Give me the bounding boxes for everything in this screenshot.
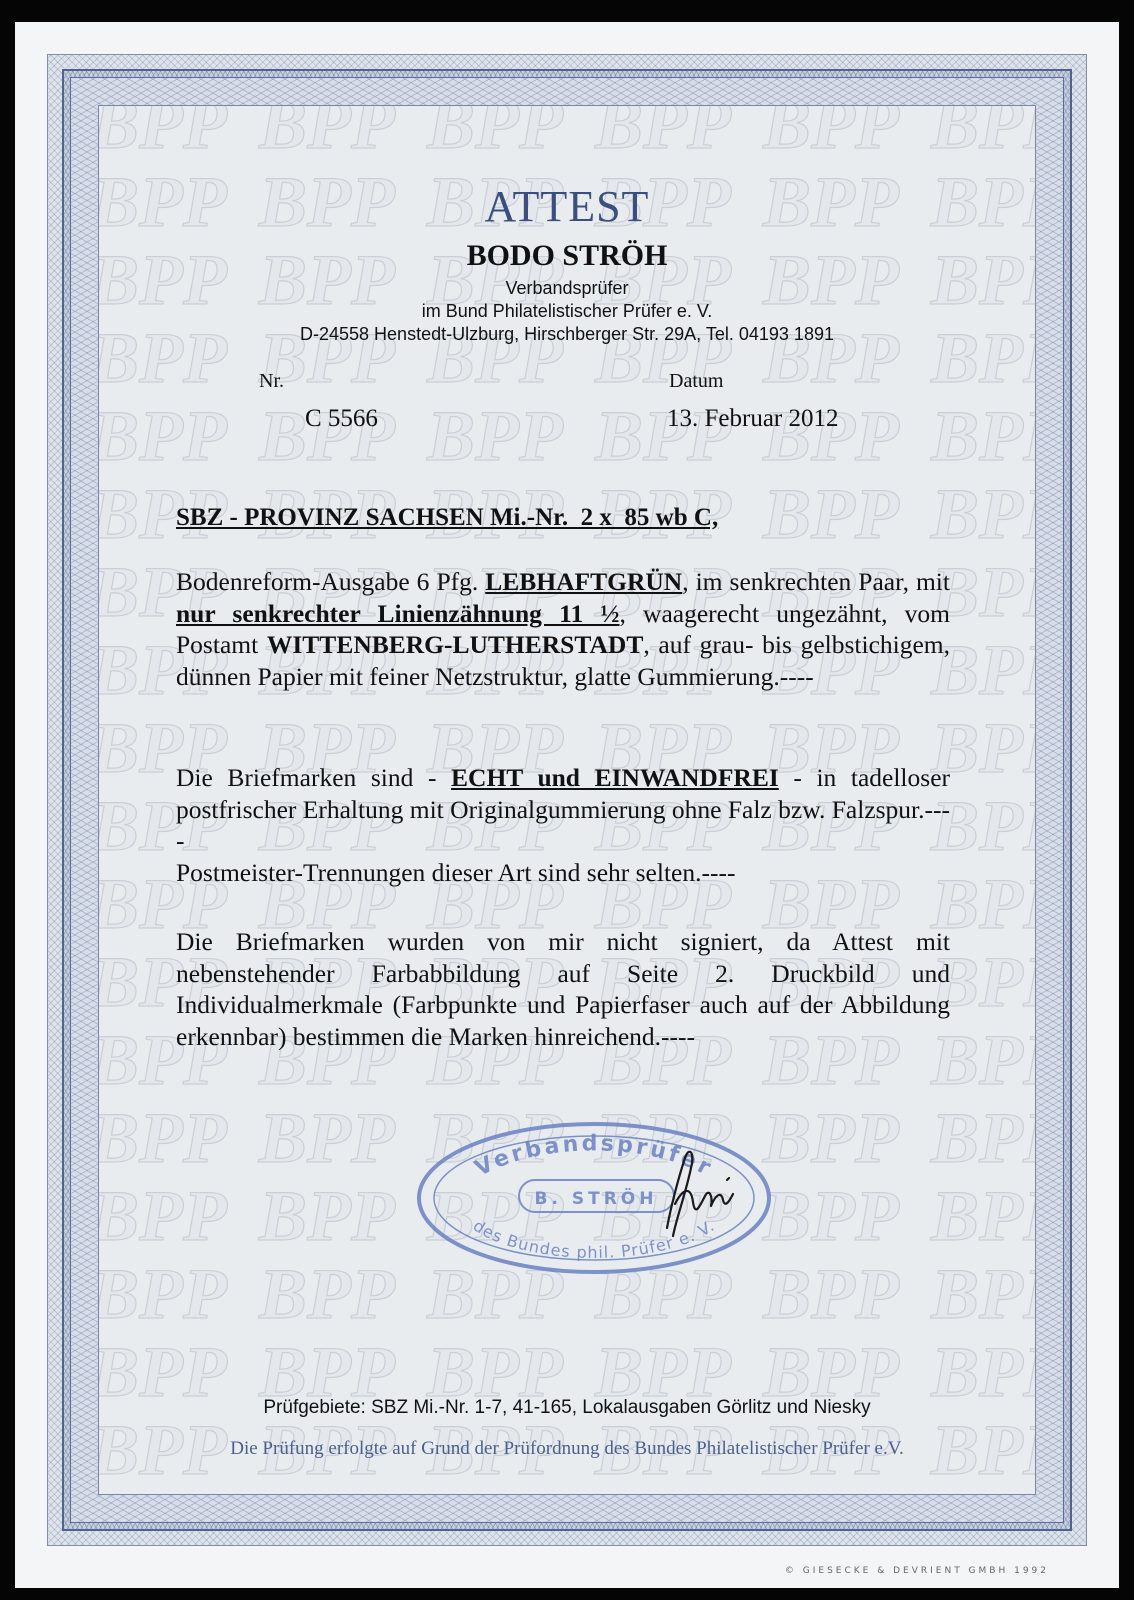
examiner-stamp-and-signature bbox=[409, 1116, 779, 1276]
authenticity-paragraph bbox=[176, 762, 950, 888]
number-label: Nr. bbox=[259, 370, 284, 392]
description-text-3: , waagerecht ungezähnt, vom Postamt bbox=[176, 598, 950, 659]
examiner-address: D-24558 Henstedt-Ulzburg, Hirschberger Str. 29A, Tel. 04193 1891 bbox=[300, 324, 834, 344]
signature-note-paragraph bbox=[176, 926, 950, 1052]
guilloche-frame bbox=[47, 54, 1087, 1546]
examiner-name: BODO STRÖH bbox=[466, 239, 668, 272]
certificate-content bbox=[99, 106, 1035, 1494]
post-office-name: WITTENBERG-LUTHERSTADT bbox=[266, 630, 644, 659]
examination-areas: Prüfgebiete: SBZ Mi.-Nr. 1-7, 41-165, Lokalausgaben Görlitz und Niesky bbox=[263, 1397, 871, 1418]
description-text-4: , auf grau- bis gelbstichigem, dünnen Papier mit feiner Netzstruktur, glatte Gummierung.---- bbox=[176, 630, 950, 691]
stamp-top-text: Verbandsprüfer bbox=[471, 1131, 718, 1182]
color-designation: LEBHAFTGRÜN bbox=[485, 567, 683, 596]
stamp-center-text: B. STRÖH bbox=[534, 1189, 658, 1209]
authenticity-text-2: - in tadelloser postfrischer Erhaltung mit Originalgummierung ohne Falz bzw. Falzspur.---- bbox=[176, 763, 951, 855]
certificate-number: C 5566 bbox=[305, 405, 378, 432]
stamp-catalog-heading: SBZ - PROVINZ SACHSEN Mi.-Nr. 2 x 85 wb C, bbox=[176, 504, 719, 531]
perforation-designation: nur senkrechter Linienzähnung 11 ½ bbox=[176, 598, 620, 628]
date-label: Datum bbox=[669, 370, 724, 392]
stamp-bottom-text: des Bundes phil. Prüfer e. V. bbox=[469, 1215, 719, 1262]
examination-basis: Die Prüfung erfolgte auf Grund der Prüfordnung des Bundes Philatelistischer Prüfer e.V. bbox=[230, 1438, 904, 1459]
stamp-description-paragraph bbox=[176, 566, 950, 692]
description-text-2: , im senkrechten Paar, mit bbox=[682, 567, 950, 596]
examiner-role: Verbandsprüfer bbox=[505, 278, 629, 298]
description-text-1: Bodenreform-Ausgabe 6 Pfg. bbox=[176, 567, 486, 596]
printer-imprint: © GIESECKE & DEVRIENT GMBH 1992 bbox=[784, 1566, 1049, 1576]
signature-note-text: Die Briefmarken wurden von mir nicht signiert, da Attest mit nebenstehender Farbabbildung auf Seite 2. Druckbild und Individualmerkmale (Farbpunkte und Papierfaser auch auf der Abbildung erkennbar) bestimmen die Marken hinreichend.---- bbox=[176, 927, 950, 1051]
certificate-title: ATTEST bbox=[484, 182, 650, 231]
rarity-note: Postmeister-Trennungen dieser Art sind sehr selten.---- bbox=[176, 857, 736, 887]
certificate-sheet bbox=[15, 22, 1119, 1588]
examiner-organization: im Bund Philatelistischer Prüfer e. V. bbox=[421, 301, 713, 321]
certificate-body bbox=[98, 105, 1036, 1495]
authenticity-verdict: ECHT und EINWANDFREI bbox=[451, 763, 779, 792]
certificate-date: 13. Februar 2012 bbox=[667, 405, 839, 432]
authenticity-text-1: Die Briefmarken sind - bbox=[176, 763, 452, 792]
